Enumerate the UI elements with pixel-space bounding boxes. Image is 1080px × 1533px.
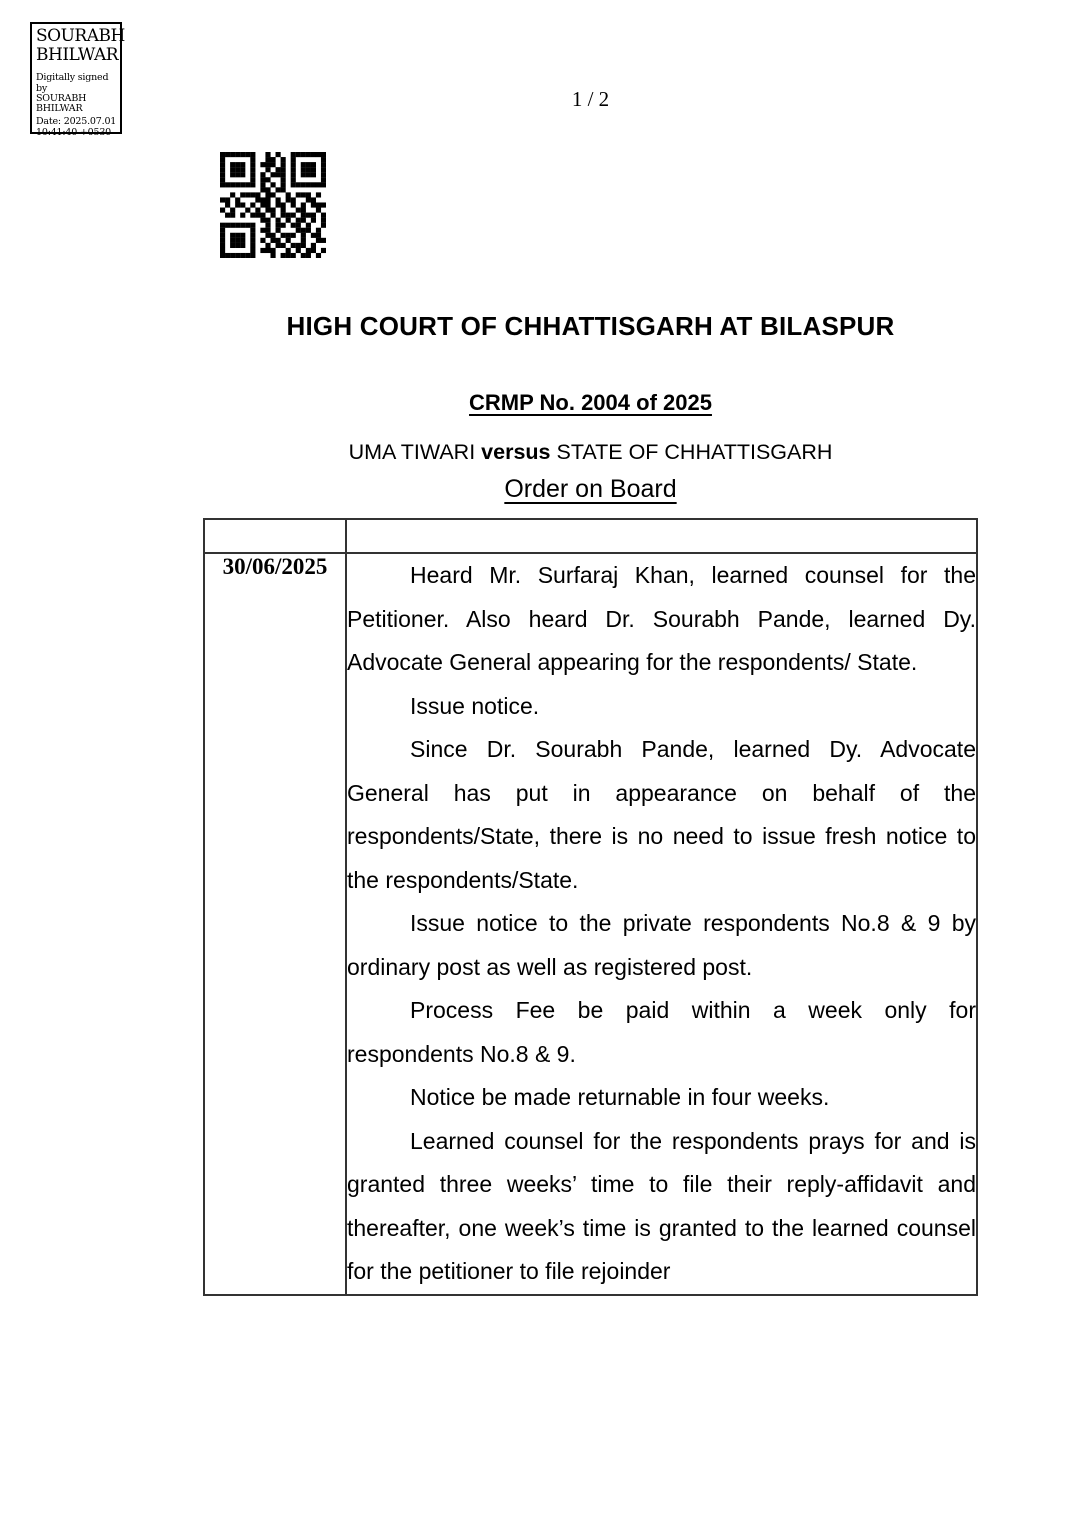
order-paragraph: Since Dr. Sourabh Pande, learned Dy. Advocate General has put in appearance on behalf of the respondents/State, there is no need to issue fresh notice to the respondents/State. (347, 736, 976, 893)
signature-details-line3: BHILWAR (36, 103, 83, 115)
order-table-header-date-cell (204, 519, 346, 553)
respondent-name: STATE OF CHHATTISGARH (556, 440, 833, 464)
qr-code (220, 152, 326, 258)
signature-details-line1: Digitally signed by (36, 72, 109, 94)
digital-signature-stamp (30, 22, 125, 138)
signature-date-line1: Date: 2025.07.01 (36, 116, 117, 128)
order-table-header-text-cell (346, 519, 977, 553)
court-title: HIGH COURT OF CHHATTISGARH AT BILASPUR (286, 311, 895, 341)
case-parties (203, 440, 978, 465)
order-title-text: Order on Board (504, 475, 677, 503)
order-date-cell: 30/06/2025 (204, 553, 346, 1295)
versus-label: versus (481, 440, 551, 464)
signatory-name-line1: SOURABH (36, 26, 125, 46)
signature-date (36, 117, 118, 138)
page-number: 1 / 2 (571, 87, 610, 111)
order-text-cell (346, 553, 977, 1295)
signatory-name (36, 26, 125, 66)
order-paragraph: Heard Mr. Surfaraj Khan, learned counsel for the Petitioner. Also heard Dr. Sourabh Pande, learned Dy. Advocate General appearing for the respondents/ State. (347, 562, 976, 675)
signature-details (36, 73, 118, 114)
signatory-name-line2: BHILWAR (36, 45, 119, 66)
document-content (203, 0, 978, 1533)
order-paragraph: Process Fee be paid within a week only for respondents No.8 & 9. (347, 997, 976, 1067)
order-table-row (204, 553, 977, 1295)
petitioner-name: UMA TIWARI (348, 440, 476, 464)
signature-details-line2: SOURABH (36, 92, 87, 104)
order-paragraph: Issue notice to the private respondents No.8 & 9 by ordinary post as well as registered post. (347, 910, 976, 980)
case-number-text: CRMP No. 2004 of 2025 (469, 390, 712, 415)
order-paragraph: Notice be made returnable in four weeks. (410, 1084, 830, 1110)
order-title (203, 475, 978, 504)
order-table-header-row (204, 519, 977, 553)
order-table (203, 518, 978, 1296)
order-paragraph: Learned counsel for the respondents prays for and is granted three weeks’ time to file their reply-affidavit and thereafter, one week’s time is granted to the learned counsel for the petitioner to file rejoinder (347, 1127, 976, 1284)
order-paragraph: Issue notice. (410, 692, 540, 719)
signature-date-line2: 10:41:40 +0530 (36, 126, 112, 138)
case-number (203, 390, 978, 416)
